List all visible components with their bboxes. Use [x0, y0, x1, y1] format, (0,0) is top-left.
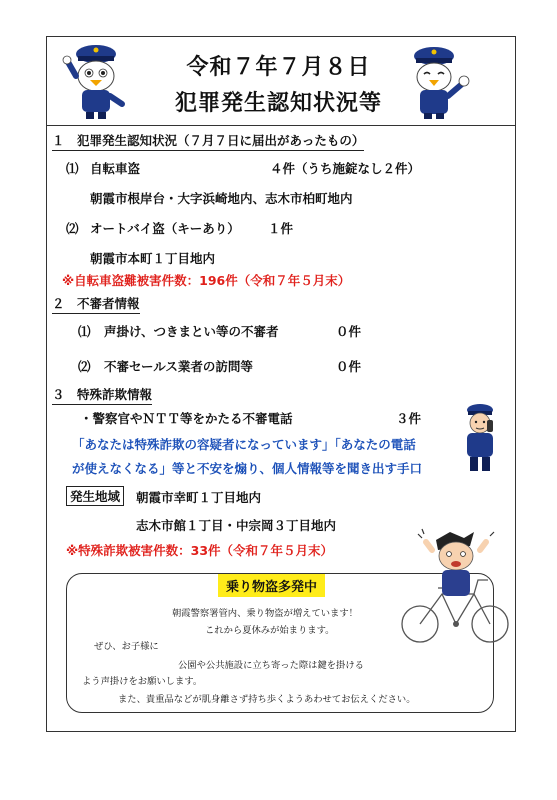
- section3-heading: ３ 特殊詐欺情報: [52, 385, 152, 405]
- section3-warning-line2: が使えなくなる」等と不安を煽り、個人情報等を聞き出す手口: [72, 461, 423, 476]
- section3-note: ※特殊詐欺被害件数：33件（令和７年５月末）: [66, 543, 334, 558]
- police-officer-phone-icon: [460, 402, 500, 474]
- notice-line2: これから夏休みが始まります。: [205, 625, 335, 636]
- section1-item1-label: 自転車盗: [90, 161, 141, 176]
- notice-line1: 朝霞警察署管内、乗り物盗が増えています！: [172, 608, 358, 619]
- page-date-title: 令和７年７月８日: [186, 55, 371, 80]
- police-mascot-salute-icon: [62, 42, 134, 120]
- section2-heading: ２ 不審者情報: [52, 294, 140, 314]
- section1-item2-count: １件: [268, 221, 294, 236]
- notice-line6: また、貴重品などが肌身離さず持ち歩くようあわせてお伝えください。: [118, 694, 416, 705]
- notice-title: 乗り物盗多発中: [218, 574, 325, 597]
- bicycle-thief-icon: [398, 528, 516, 648]
- section2-item2-label: 不審セールス業者の訪問等: [104, 359, 253, 374]
- section2-item2-count: ０件: [336, 359, 362, 374]
- page-title: 犯罪発生認知状況等: [174, 91, 382, 116]
- header-divider: [46, 125, 516, 126]
- section1-item1-location: 朝霞市根岸台・大字浜崎地内、志木市柏町地内: [90, 191, 353, 206]
- section3-item-count: ３件: [396, 411, 422, 426]
- section1-item2-location: 朝霞市本町１丁目地内: [90, 251, 216, 266]
- police-mascot-thumbsup-icon: [398, 44, 472, 120]
- notice-line4: 公園や公共施設に立ち寄った際は鍵を掛ける: [178, 660, 364, 671]
- section3-location-tag: 発生地域: [66, 486, 124, 506]
- notice-line5: よう声掛けをお願いします。: [82, 676, 203, 687]
- section1-item1-count: ４件（うち施錠なし２件）: [270, 161, 421, 176]
- notice-line3: ぜひ、お子様に: [94, 641, 159, 652]
- section2-item1-number: ⑴: [78, 324, 91, 339]
- section3-warning-line1: 「あなたは特殊詐欺の容疑者になっています」「あなたの電話: [72, 437, 416, 452]
- section3-item-label: ・警察官やＮＴＴ等をかたる不審電話: [80, 411, 293, 426]
- section1-item2-label: オートバイ盗（キーあり）: [90, 221, 240, 236]
- section2-item1-label: 声掛け、つきまとい等の不審者: [104, 324, 279, 339]
- section2-item2-number: ⑵: [78, 359, 91, 374]
- section3-location2: 志木市館１丁目・中宗岡３丁目地内: [136, 518, 337, 533]
- section1-item2-number: ⑵: [66, 221, 79, 236]
- section1-note: ※自転車盗難被害件数：196件（令和７年５月末）: [62, 273, 351, 288]
- section2-item1-count: ０件: [336, 324, 362, 339]
- section3-location1: 朝霞市幸町１丁目地内: [136, 490, 262, 505]
- section1-heading: １ 犯罪発生認知状況（７月７日に届出があったもの）: [52, 131, 364, 151]
- section1-item1-number: ⑴: [66, 161, 79, 176]
